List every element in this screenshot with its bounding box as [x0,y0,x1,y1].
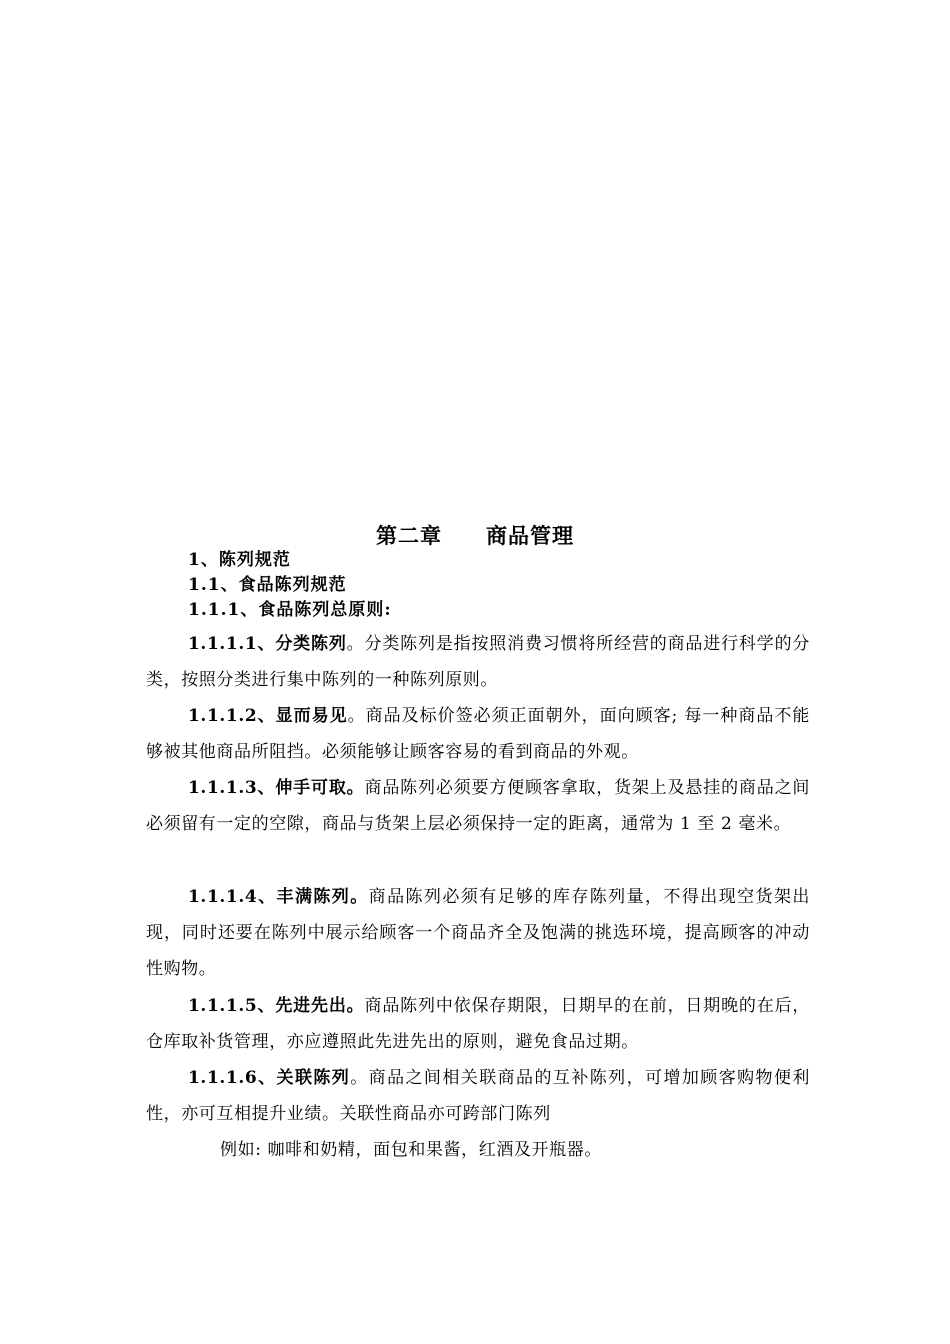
section-heading-1: 1、陈列规范 [188,550,291,570]
principle-paragraph [146,770,810,842]
principle-text: 。商品及标价签必须正面朝外，面向顾客; 每一种商品不能够被其他商品所阻挡。必须能够让顾客容易的看到商品的外观。 [146,706,810,762]
principle-number: 1.1.1.6、 [188,1068,277,1088]
principle-number: 1.1.1.3、 [188,778,276,798]
principle-paragraph [146,879,810,987]
principle-paragraph [146,1060,810,1132]
principle-number: 1.1.1.2、 [188,706,276,726]
principle-name: 先进先出。 [275,996,365,1016]
example-line: 例如: 咖啡和奶精，面包和果酱，红酒及开瓶器。 [220,1140,602,1160]
principle-text: 。商品之间相关联商品的互补陈列，可增加顾客购物便利性，亦可互相提升业绩。关联性商品亦可跨部门陈列 [146,1068,811,1124]
chapter-title [0,520,950,550]
principle-name: 关联陈列 [276,1068,351,1088]
principle-name: 伸手可取。 [275,778,365,798]
principle-text: 商品陈列必须要方便顾客拿取，货架上及悬挂的商品之间必须留有一定的空隙，商品与货架上层必须保持一定的距离，通常为 1 至 2 毫米。 [146,778,811,834]
principle-paragraph [146,988,810,1060]
principle-text: 。分类陈列是指按照消费习惯将所经营的商品进行科学的分类，按照分类进行集中陈列的一种陈列原则。 [146,634,811,690]
principle-name: 分类陈列 [275,634,347,654]
principle-number: 1.1.1.4、 [188,887,277,907]
section-heading-1-1: 1.1、食品陈列规范 [188,575,347,595]
principle-name: 显而易见 [275,706,348,726]
principle-number: 1.1.1.1、 [188,634,276,654]
principle-name: 丰满陈列。 [276,887,369,907]
principle-text: 商品陈列必须有足够的库存陈列量，不得出现空货架出现，同时还要在陈列中展示给顾客一个商品齐全及饱满的挑选环境，提高顾客的冲动性购物。 [146,887,811,979]
principle-text: 商品陈列中依保存期限，日期早的在前，日期晚的在后，仓库取补货管理，亦应遵照此先进先出的原则，避免食品过期。 [146,996,811,1052]
section-heading-1-1-1: 1.1.1、食品陈列总原则: [188,600,392,620]
chapter-name: 商品管理 [486,524,574,548]
chapter-number: 第二章 [376,524,442,548]
principle-paragraph [146,626,810,698]
principle-paragraph [146,698,810,770]
principle-number: 1.1.1.5、 [188,996,276,1016]
